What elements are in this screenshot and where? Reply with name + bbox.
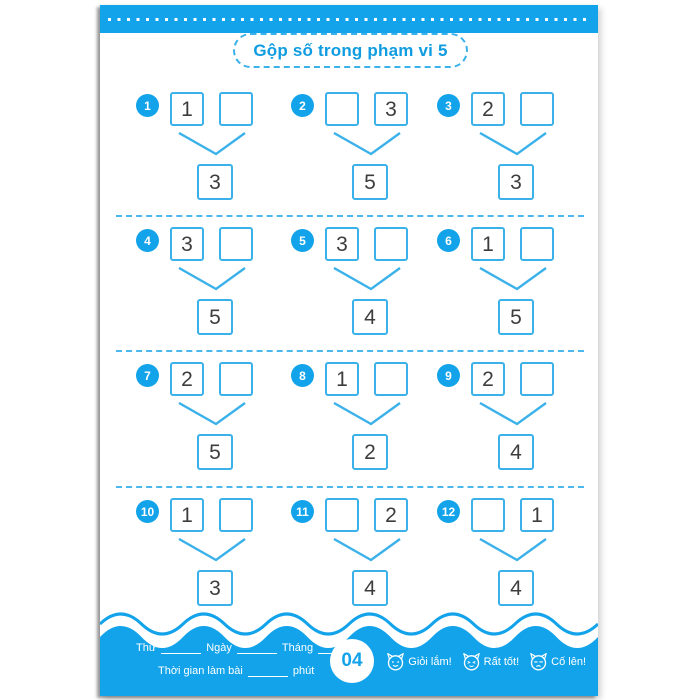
exercise-number-badge	[291, 364, 314, 387]
result-value: 2	[364, 440, 376, 464]
exercise-number: 5	[299, 233, 306, 248]
rating-label: Giỏi lắm!	[408, 655, 452, 668]
addend-box-left	[170, 227, 204, 261]
result-box	[498, 299, 534, 335]
exercise-number: 8	[299, 368, 306, 383]
lesson-title-pill	[233, 33, 468, 68]
result-box	[197, 434, 233, 470]
day-label: Thứ	[136, 642, 157, 654]
exercise-11	[291, 498, 443, 608]
addend-box-left[interactable]	[471, 498, 505, 532]
exercise-number: 3	[445, 98, 452, 113]
exercise-4	[136, 227, 288, 337]
addend-box-right[interactable]	[219, 92, 253, 126]
merge-vee-icon	[178, 538, 246, 562]
exercise-number: 6	[445, 233, 452, 248]
addend-value: 1	[482, 232, 494, 256]
rating-tryhard	[528, 651, 586, 672]
merge-vee-icon	[479, 402, 547, 426]
exercise-number-badge	[291, 94, 314, 117]
result-box	[197, 164, 233, 200]
merge-vee-icon	[178, 267, 246, 291]
addend-value: 1	[531, 503, 543, 527]
exercise-number-badge	[291, 500, 314, 523]
merge-vee-icon	[333, 402, 401, 426]
addend-value: 2	[181, 367, 193, 391]
merge-vee-icon	[479, 538, 547, 562]
rating-label: Cố lên!	[551, 655, 586, 668]
dotted-rule	[108, 18, 590, 21]
merge-vee-icon	[479, 267, 547, 291]
exercise-number-badge	[136, 364, 159, 387]
exercise-5	[291, 227, 443, 337]
row-separator	[116, 486, 584, 488]
exercise-number: 9	[445, 368, 452, 383]
exercise-6	[437, 227, 589, 337]
addend-box-left	[325, 362, 359, 396]
addend-box-left	[170, 498, 204, 532]
date-blank-line[interactable]	[237, 642, 277, 654]
addend-value: 1	[181, 503, 193, 527]
exercise-number: 7	[144, 368, 151, 383]
result-box	[352, 164, 388, 200]
addend-value: 3	[385, 97, 397, 121]
top-banner	[100, 5, 598, 33]
merge-vee-icon	[333, 538, 401, 562]
result-value: 5	[364, 170, 376, 194]
result-value: 3	[209, 576, 221, 600]
exercise-7	[136, 362, 288, 472]
duration-prefix-label: Thời gian làm bài	[158, 665, 243, 677]
addend-box-left	[325, 227, 359, 261]
addend-box-right[interactable]	[520, 227, 554, 261]
addend-value: 2	[385, 503, 397, 527]
merge-vee-icon	[178, 402, 246, 426]
month-label: Tháng	[281, 642, 314, 654]
rating-good	[461, 651, 519, 672]
rating-row	[385, 651, 586, 672]
result-box	[498, 434, 534, 470]
addend-box-right[interactable]	[374, 362, 408, 396]
result-box	[498, 164, 534, 200]
rating-label: Rất tốt!	[483, 655, 520, 668]
result-value: 4	[364, 305, 376, 329]
addend-box-left	[170, 92, 204, 126]
addend-box-left	[170, 362, 204, 396]
merge-vee-icon	[333, 132, 401, 156]
merge-vee-icon	[333, 267, 401, 291]
page-number-badge	[330, 639, 374, 683]
date-line	[136, 642, 363, 654]
addend-value: 1	[181, 97, 193, 121]
result-box	[352, 434, 388, 470]
exercise-8	[291, 362, 443, 472]
addend-box-right	[520, 498, 554, 532]
rating-great	[385, 651, 451, 672]
cat-tryhard-icon	[528, 651, 549, 672]
result-value: 5	[510, 305, 522, 329]
row-separator	[116, 350, 584, 352]
exercise-number-badge	[437, 500, 460, 523]
date-label: Ngày	[206, 642, 232, 654]
page-number: 04	[341, 650, 363, 671]
result-value: 5	[209, 440, 221, 464]
exercise-10	[136, 498, 288, 608]
exercise-number-badge	[437, 94, 460, 117]
result-box	[197, 299, 233, 335]
addend-box-left[interactable]	[325, 92, 359, 126]
addend-box-left	[471, 92, 505, 126]
result-value: 4	[510, 440, 522, 464]
result-value: 3	[209, 170, 221, 194]
addend-box-right[interactable]	[219, 227, 253, 261]
result-value: 5	[209, 305, 221, 329]
exercise-number: 12	[441, 504, 456, 519]
addend-box-right[interactable]	[520, 362, 554, 396]
result-value: 4	[510, 576, 522, 600]
exercise-number: 10	[140, 504, 155, 519]
exercise-number-badge	[136, 94, 159, 117]
addend-box-right[interactable]	[520, 92, 554, 126]
exercise-number: 11	[296, 504, 309, 519]
addend-box-right[interactable]	[219, 498, 253, 532]
exercise-9	[437, 362, 589, 472]
merge-vee-icon	[479, 132, 547, 156]
duration-suffix-label: phút	[292, 665, 315, 677]
day-blank-line[interactable]	[161, 642, 201, 654]
exercise-number-badge	[136, 500, 159, 523]
addend-value: 2	[482, 97, 494, 121]
exercise-number-badge	[291, 229, 314, 252]
page-title: Gộp số trong phạm vi 5	[253, 40, 448, 60]
addend-box-right[interactable]	[219, 362, 253, 396]
exercise-number: 4	[144, 233, 151, 248]
addend-box-left[interactable]	[325, 498, 359, 532]
addend-value: 2	[482, 367, 494, 391]
addend-value: 3	[181, 232, 193, 256]
worksheet-page	[100, 5, 598, 696]
cat-good-icon	[461, 651, 482, 672]
addend-value: 1	[336, 367, 348, 391]
exercise-2	[291, 92, 443, 202]
cat-great-icon	[385, 651, 406, 672]
row-separator	[116, 215, 584, 217]
merge-vee-icon	[178, 132, 246, 156]
addend-box-left	[471, 227, 505, 261]
exercise-number: 1	[144, 98, 151, 113]
exercise-number: 2	[299, 98, 306, 113]
exercise-number-badge	[437, 364, 460, 387]
addend-box-right	[374, 498, 408, 532]
result-value: 4	[364, 576, 376, 600]
duration-blank-line[interactable]	[248, 665, 288, 677]
exercise-number-badge	[437, 229, 460, 252]
exercise-3	[437, 92, 589, 202]
addend-value: 3	[336, 232, 348, 256]
exercise-number-badge	[136, 229, 159, 252]
addend-box-right	[374, 92, 408, 126]
result-box	[352, 299, 388, 335]
addend-box-left	[471, 362, 505, 396]
addend-box-right[interactable]	[374, 227, 408, 261]
exercise-1	[136, 92, 288, 202]
result-value: 3	[510, 170, 522, 194]
exercise-12	[437, 498, 589, 608]
